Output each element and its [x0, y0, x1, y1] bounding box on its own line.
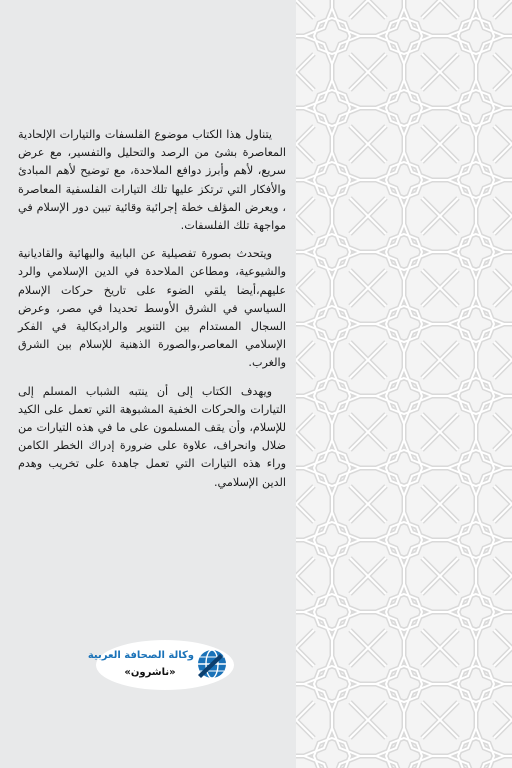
- geometric-pattern: [296, 0, 512, 768]
- pattern-fill: [296, 0, 512, 768]
- paragraph-2: ويتحدث بصورة تفصيلية عن البابية والبهائية والقاديانية والشيوعية، ومطاعن الملاحدة في الدين الإسلامي والرد عليهم،أيضا يلقي الضوء على تاريخ حركات الإسلام السياسي في الشرق الأوسط تحديدا في مصر، وعرض السجال المستدام بين التنوير والراديكالية في الفكر الإسلامي المعاصر،والصورة الذهنية للإسلام بين الشرق والغرب.: [18, 247, 286, 370]
- islamic-pattern-panel: [296, 0, 512, 768]
- paragraph-3: ويهدف الكتاب إلى أن ينتبه الشباب المسلم إلى التيارات والحركات الخفية المشبوهة التي تعمل على الكيد للإسلام، وأن يقف المسلمون على ما في هذه التيارات من ضلال وانحراف، علاوة على ضرورة إدراك الخطر الكامن وراء هذه التيارات التي تعمل جاهدة على تخريب وهدم الدين الإسلامي.: [18, 384, 286, 489]
- publisher-logo: [87, 640, 234, 690]
- paragraph-1: يتناول هذا الكتاب موضوع الفلسفات والتيارات الإلحادية المعاصرة بشئ من الرصد والتحليل والتفسير، مع عرض سريع، لأهم وأبرز دوافع الملاحدة، مع توضيح لأهم المبادئ والأفكار التي ترتكز عليها تلك التيارات الفلسفية المعاصرة ، ويعرض المؤلف خطة إجرائية وقائية تبين دور الإسلام في مواجهة تلك الفلسفات.: [18, 128, 286, 233]
- publisher-subtitle: «ناشرون»: [124, 667, 176, 678]
- publisher-name: وكالة الصحافة العربية: [87, 650, 194, 661]
- globe-pen-icon: [196, 648, 228, 680]
- description-text: [18, 126, 286, 502]
